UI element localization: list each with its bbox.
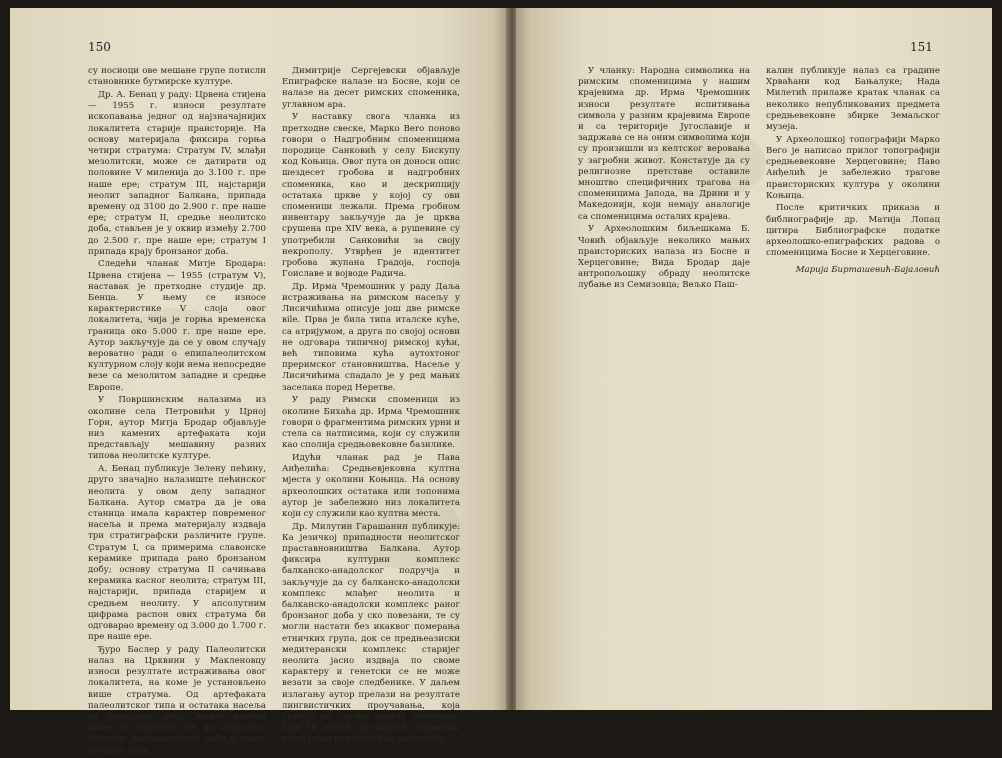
paragraph: У Површинским налазима из околине села Петровићи у Црној Гори, аутор Митја Бродар објављује низ камених артефаката који представљају мешавину разних типова неолитске културе. <box>88 395 266 462</box>
paragraph: А. Бенац публикује Зелену пећину, друго значајно налазиште пећинског неолита у овом делу западног Балкана. Аутор сматра да је ова станица имала карактер повременог насеља и према материјалу издваја три стратиграфски различите групе. Стратум I, са примерима славонске керамике припада рано бронзаном добу; основу стратума II сачињава керамика касног неолита; стратум III, најстарији, припада старијем и средњем неолиту. У апсолутним цифрама распон ових стратума би одговарао времену од 3.000 до 1.700 г. пре наше ере. <box>88 464 266 643</box>
left-column-1 <box>88 66 266 758</box>
paragraph: У раду Римски споменици из околине Бихаћа др. Ирма Чремошник говори о фрагментима римских урни и стела са натписима, који су служили као сполија средњовековне базилике. <box>282 395 460 451</box>
paragraph: Др. А. Бенац у раду: Црвена стијена — 1955 г. износи резултате ископавања једног од најзначајнијих локалитета старије праисторије. На основу материјала фиксира горња четири стратума: Стратум IV, млађи мезолитски, може се датирати од половине V миленија до 3.100 г. пре наше ере; стратум III, најстарији неолит западног Балкана, припада времену од 3100 до 2.900 г. пре наше ере; стратум II, средње неолитско доба, стављен је у оквир између 2.700 до 2.500 г. пре наше ере; стратум I припада крају бронзаног доба. <box>88 89 266 257</box>
paragraph: калин публикује налаз са градине Хрваћани код Бањалуке; Нада Милетић прилаже кратак чланак са неколико непубликованих предмета средњевековне збирке Земаљског музеја. <box>766 66 940 133</box>
paragraph: У чланку: Народна символика на римским споменицима у нашим крајевима др. Ирма Чремошник износи резултате испитивања символа у разним крајевима Европе и са територије Југославије и задржава се на оним символима који су произишли из келтског веровања у загробни живот. Констатује да су религиозне претставе оставиле мноштво специфичних трагова на споменицима Јапода, на Дрини и у Македонији, који немају аналогије са споменицима осталих крајева. <box>578 66 750 222</box>
paragraph: Следећи чланак Митје Бродара: Црвена стијена — 1955 (стратум V), наставак је претходне студије др. Бенца. У њему се износе карактеристике V слоја овог локалитета, чија је горња временска граница око 5.000 г. пре наше ере. Аутор закључује да се у овом случају вероватно ради о епипалеолитском културном слоју који нема непосредне везе са мезолитом западне и средње Европе. <box>88 259 266 393</box>
page-number-left: 150 <box>88 40 111 54</box>
paragraph: У Археолошким биљешкама Б. Човић објављује неколико мањих праисториских налаза из Босне и Херцеговине; Вида Бродар даје антропољошку обраду неолитске лубање из Семизовца; Вељко Паш- <box>578 224 750 291</box>
author-signature: Марија Бирташевић-Бајаловић <box>795 265 940 276</box>
paragraph: У наставку свога чланка из претходне свеске, Марко Веrо поново говори о Надгробним споменицима породице Санковић у селу Бискупу код Коњица. Овог пута он доноси опис шездесет гробова и надгробних споменика, као и дескрипцију остатака цркве у којој су ови споменици лежали. Према гробном инвентару закључује да је црква срушена пре XIV века, а рушевине су употребили Санковићи за своју некрополу. Утврђен је идентитет гробова жупана Градоја, госпоја Гоиславе и војводе Радича. <box>282 112 460 280</box>
page-number-right: 151 <box>910 40 933 54</box>
paragraph: После критичких приказа и библиографије др. Матија Лопац цитира Библиографске податке археолошко-епиграфских радова о споменицима Босне и Херцеговине. <box>766 203 940 259</box>
right-column-1 <box>578 66 750 293</box>
paragraph: Др. Милутин Гарашанин публикује: Ка језичкој припадности неолитског праставновништва Балкана. Аутор фиксира културни комплекс балканско-анадолског подручја и закључује да су балканско-анадолски комплекс млађег неолита и балканско-анадолски комплекс раног бронзаног доба у ско повезани, те су могли настати без икаквог померања етничких група, док се предњеазиски медитерански комплекс старијег неолита јасно издваја по своме карактеру и генетски се не може везати за своје следбенике. У даљем излагању аутор прелази на резултате лингвистичких проучавања, која указују на сличну поделу супстрата, који би могли одговарати појединим културним комплексима археолога. <box>282 521 460 745</box>
paragraph: су носиоци ове мешане групе потисли становнике бутмирске културе. <box>88 66 266 88</box>
paragraph: У Археолошкој топографији Марко Вего је написао прилог топографији средњевековне Херцеговине; Паво Анђелић је забележио трагове праисториских култура у околини Коњица. <box>766 134 940 201</box>
paragraph: Др. Ирма Чремошник у раду Даља истраживања на римском насељу у Лисичићима описује још две римске вile. Прва је била типа италске куће, са атријумом, а друга по својој основи не одговара типичној римској кући, већ типовима кућа аутохтоног преримског становништва. Насеље у Лисичићима спадало је у ред мањих заселака поред Неретве. <box>282 281 460 393</box>
paragraph: Димитрије Сергејевски објављује Епиграфске налазе из Босне, који се налазе на десет римских споменика, углавном ара. <box>282 66 460 110</box>
right-column-2 <box>766 66 940 278</box>
paragraph: Идући чланак рад је Пава Анђелића: Средњевјековна култна мјеста у околини Коњица. На основу археолошких остатака или топонима аутор је забележио низ локалитета који су служили као култна места. <box>282 452 460 519</box>
left-column-2 <box>282 66 460 747</box>
paragraph: Ђуро Баслер у раду Палеолитски налаз на Црквини у Макленовцу износи резултате истраживања овог локалитета, на коме је установљено више стратума. Од артефаката палеолитског типа и остатака насеља из бронзаног доба, живот насеља може се пратити све до илирског, римског, касноантичког доба и раног средњег века. <box>88 644 266 756</box>
